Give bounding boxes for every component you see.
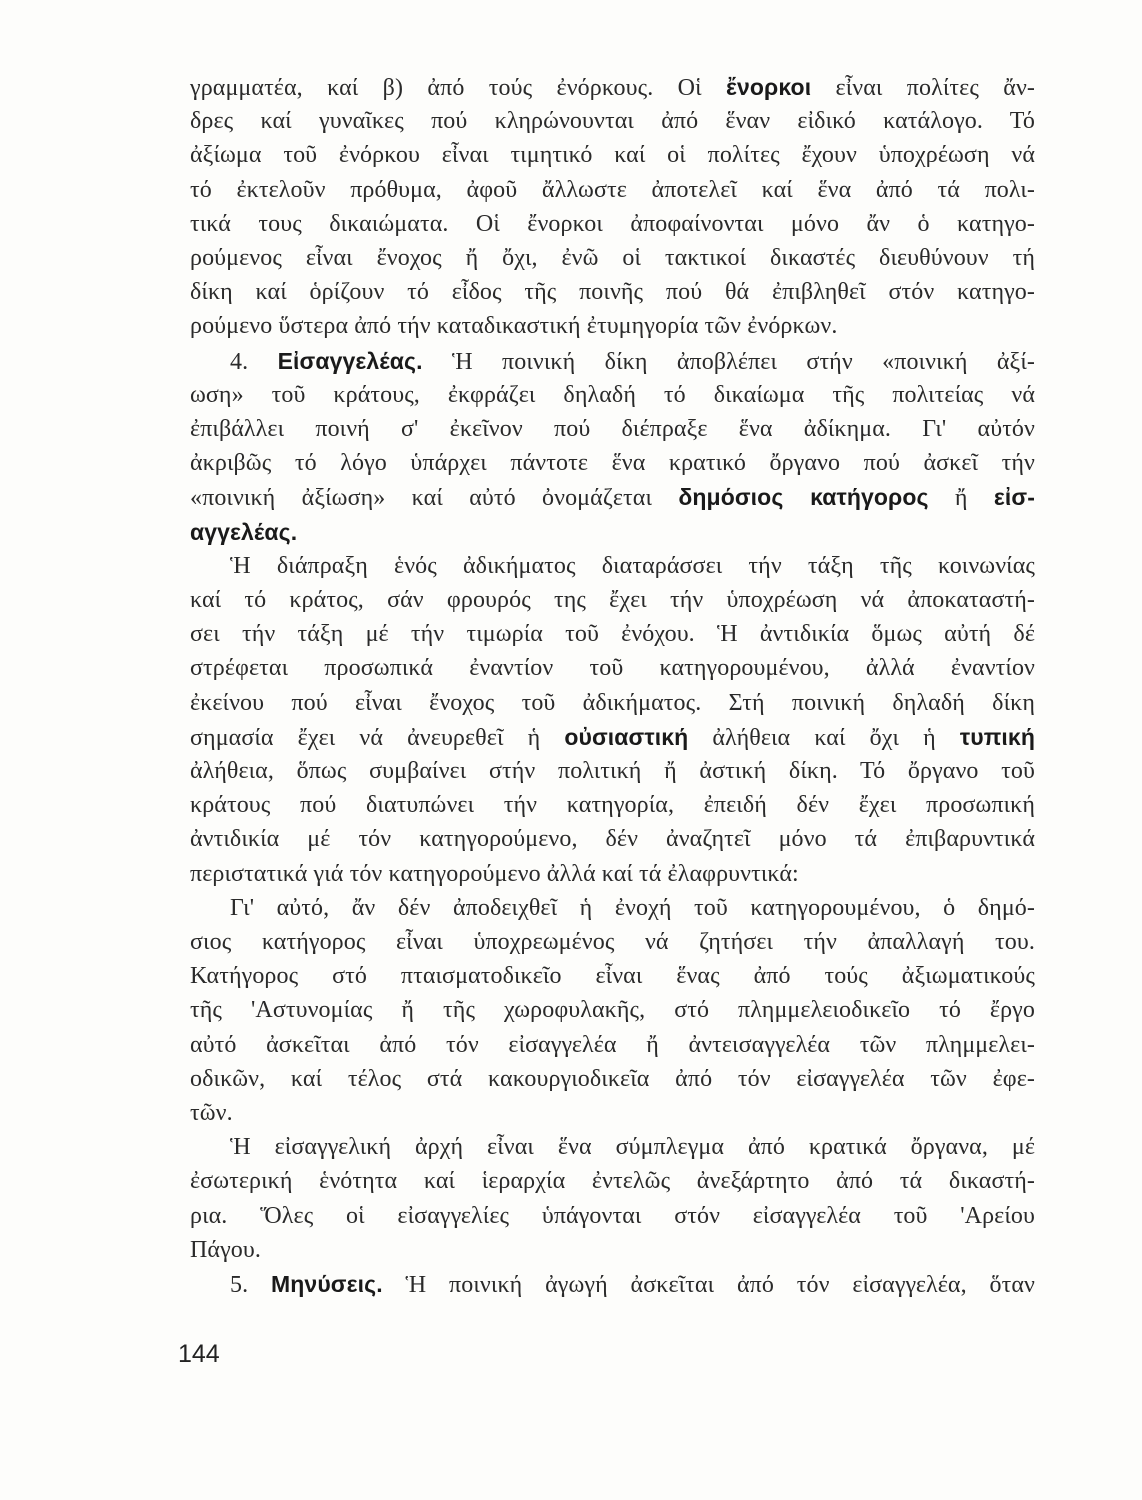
- text-line: [190, 788, 1035, 822]
- text-run: γραμματέα, καί β) ἀπό τούς ἐνόρκους. Οἱ: [190, 75, 726, 101]
- text-line: [190, 754, 1035, 788]
- text-run: Γι' αὐτό, ἄν δέν ἀποδειχθεῖ ἡ ἐνοχή τοῦ κατηγορουμένου, ὁ δημό-: [230, 894, 1035, 921]
- text-line: [190, 446, 1035, 480]
- text-run: αὐτό ἀσκεῖται ἀπό τόν εἰσαγγελέα ἤ ἀντεισαγγελέα τῶν πλημμελει-: [190, 1031, 1035, 1058]
- text-line: [190, 1028, 1035, 1062]
- text-line: [190, 1062, 1035, 1096]
- text-run: ἀντιδικία μέ τόν κατηγορούμενο, δέν ἀναζητεῖ μόνο τά ἐπιβαρυντικά: [190, 826, 1035, 853]
- text-run: Ἡ εἰσαγγελική ἀρχή εἶναι ἕνα σύμπλεγμα ἀπό κρατικά ὄργανα, μέ: [230, 1134, 1035, 1161]
- text-line: [190, 857, 1035, 891]
- text-run: εἶναι πολίτες ἄν-: [811, 75, 1036, 101]
- text-line: [190, 1233, 1035, 1267]
- text-run: ἤ: [928, 485, 994, 512]
- text-run: ρούμενο ὕστερα ἀπό τήν καταδικαστική ἐτυμηγορία τῶν ἐνόρκων.: [190, 313, 838, 340]
- text-run: 4.: [230, 348, 278, 375]
- text-line: [190, 309, 1035, 343]
- text-line: [190, 651, 1035, 685]
- text-run: Κατήγορος στό πταισματοδικεῖο εἶναι ἕνας ἀπό τούς ἀξιωματικούς: [190, 963, 1035, 990]
- text-run: τικά τους δικαιώματα. Οἱ ἔνορκοι ἀποφαίνονται μόνο ἄν ὁ κατηγο-: [190, 210, 1035, 237]
- text-run: ἀκριβῶς τό λόγο ὑπάρχει πάντοτε ἕνα κρατικό ὄργανο πού ἀσκεῖ τήν: [190, 450, 1035, 477]
- text-run: Ἡ διάπραξη ἑνός ἀδικήματος διαταράσσει τήν τάξη τῆς κοινωνίας: [230, 552, 1035, 579]
- text-line: [230, 549, 1035, 583]
- bold-term: Εἰσαγγελέας.: [277, 347, 423, 374]
- text-run: σει τήν τάξη μέ τήν τιμωρία τοῦ ἐνόχου. Ἡ ἀντιδικία ὅμως αὐτή δέ: [190, 621, 1035, 648]
- text-line: [190, 925, 1035, 959]
- text-run: σιος κατήγορος εἶναι ὑποχρεωμένος νά ζητήσει τήν ἀπαλλαγή του.: [190, 929, 1035, 955]
- text-run: τῶν.: [190, 1100, 233, 1126]
- text-line: [190, 1199, 1035, 1233]
- bold-term: τυπική: [959, 723, 1035, 750]
- text-line: [230, 1267, 1035, 1302]
- text-line: [190, 959, 1035, 993]
- text-line: [190, 617, 1035, 651]
- text-line: [190, 207, 1035, 241]
- text-run: δρες καί γυναῖκες πού κληρώνουνται ἀπό ἕναν εἰδικό κατάλογο. Τό: [190, 108, 1035, 135]
- bold-term: αγγελέας.: [190, 518, 298, 545]
- text-run: περιστατικά γιά τόν κατηγορούμενο ἀλλά καί τά ἐλαφρυντικά:: [190, 860, 799, 887]
- text-line: [190, 1164, 1035, 1198]
- text-line: [190, 70, 1035, 105]
- page-number: 144: [178, 1340, 220, 1368]
- text-run: κράτους πού διατυπώνει τήν κατηγορία, ἐπειδή δέν ἔχει προσωπική: [190, 792, 1035, 819]
- text-run: ἀξίωμα τοῦ ἐνόρκου εἶναι τιμητικό καί οἱ πολίτες ἔχουν ὑποχρέωση νά: [190, 142, 1035, 169]
- text-line: [230, 344, 1035, 379]
- text-line: [190, 378, 1035, 412]
- text-run: Πάγου.: [190, 1236, 261, 1263]
- text-run: οδικῶν, καί τέλος στά κακουργιοδικεῖα ἀπό τόν εἰσαγγελέα τῶν ἐφε-: [190, 1065, 1035, 1092]
- bold-term: εἰσ-: [993, 484, 1035, 511]
- text-run: ρούμενος εἶναι ἔνοχος ἤ ὄχι, ἐνῶ οἱ τακτικοί δικαστές διευθύνουν τή: [190, 245, 1035, 271]
- text-line: [190, 241, 1035, 275]
- text-run: σημασία ἔχει νά ἀνευρεθεῖ ἡ: [190, 724, 565, 751]
- text-run: ρια. Ὅλες οἱ εἰσαγγελίες ὑπάγονται στόν εἰσαγγελέα τοῦ 'Αρείου: [190, 1202, 1035, 1229]
- text-line: [190, 138, 1035, 172]
- text-line: [190, 104, 1035, 138]
- text-line: [230, 1130, 1035, 1164]
- text-line: [190, 515, 1035, 550]
- text-run: Ἡ ποινική δίκη ἀποβλέπει στήν «ποινική ἀξί-: [422, 348, 1035, 375]
- text-run: τό ἐκτελοῦν πρόθυμα, ἀφοῦ ἄλλωστε ἀποτελεῖ καί ἕνα ἀπό τά πολι-: [190, 176, 1035, 203]
- text-line: [190, 686, 1035, 720]
- text-line: [190, 583, 1035, 617]
- text-line: [190, 720, 1035, 755]
- bold-term: ἔνορκοι: [726, 74, 812, 100]
- text-run: ἀλήθεια καί ὄχι ἡ: [688, 724, 960, 751]
- text-line: [190, 1096, 1035, 1130]
- text-run: καί τό κράτος, σάν φρουρός της ἔχει τήν ὑποχρέωση νά ἀποκαταστή-: [190, 587, 1035, 613]
- text-run: ἐπιβάλλει ποινή σ' ἐκεῖνον πού διέπραξε ἕνα ἀδίκημα. Γι' αὐτόν: [190, 416, 1035, 442]
- text-line: [190, 480, 1035, 515]
- bold-term: οὐσιαστική: [564, 723, 689, 750]
- text-line: [190, 412, 1035, 446]
- text-run: τῆς 'Αστυνομίας ἤ τῆς χωροφυλακῆς, στό πλημμελειοδικεῖο τό ἔργο: [190, 997, 1035, 1024]
- text-run: 5.: [230, 1272, 272, 1298]
- bold-term: δημόσιος κατήγορος: [678, 484, 929, 511]
- text-run: ἀλήθεια, ὅπως συμβαίνει στήν πολιτική ἤ ἀστική δίκη. Τό ὄργανο τοῦ: [190, 758, 1035, 784]
- text-run: δίκη καί ὁρίζουν τό εἶδος τῆς ποινῆς πού θά ἐπιβληθεῖ στόν κατηγο-: [190, 279, 1035, 306]
- text-run: ἐσωτερική ἑνότητα καί ἱεραρχία ἐντελῶς ἀνεξάρτητο ἀπό τά δικαστή-: [190, 1168, 1035, 1195]
- text-line: [190, 822, 1035, 856]
- text-line: [190, 173, 1035, 207]
- text-run: Ἡ ποινική ἀγωγή ἀσκεῖται ἀπό τόν εἰσαγγελέα, ὅταν: [382, 1272, 1035, 1298]
- text-line: [230, 891, 1035, 925]
- text-line: [190, 993, 1035, 1027]
- text-run: στρέφεται προσωπικά ἐναντίον τοῦ κατηγορουμένου, ἀλλά ἐναντίον: [190, 655, 1035, 682]
- text-run: ἐκείνου πού εἶναι ἔνοχος τοῦ ἀδικήματος. Στή ποινική δηλαδή δίκη: [190, 689, 1035, 716]
- text-run: ωση» τοῦ κράτους, ἐκφράζει δηλαδή τό δικαίωμα τῆς πολιτείας νά: [190, 381, 1035, 408]
- text-run: «ποινική ἀξίωση» καί αὐτό ὀνομάζεται: [190, 485, 679, 512]
- bold-term: Μηνύσεις.: [271, 1271, 383, 1297]
- text-line: [190, 275, 1035, 309]
